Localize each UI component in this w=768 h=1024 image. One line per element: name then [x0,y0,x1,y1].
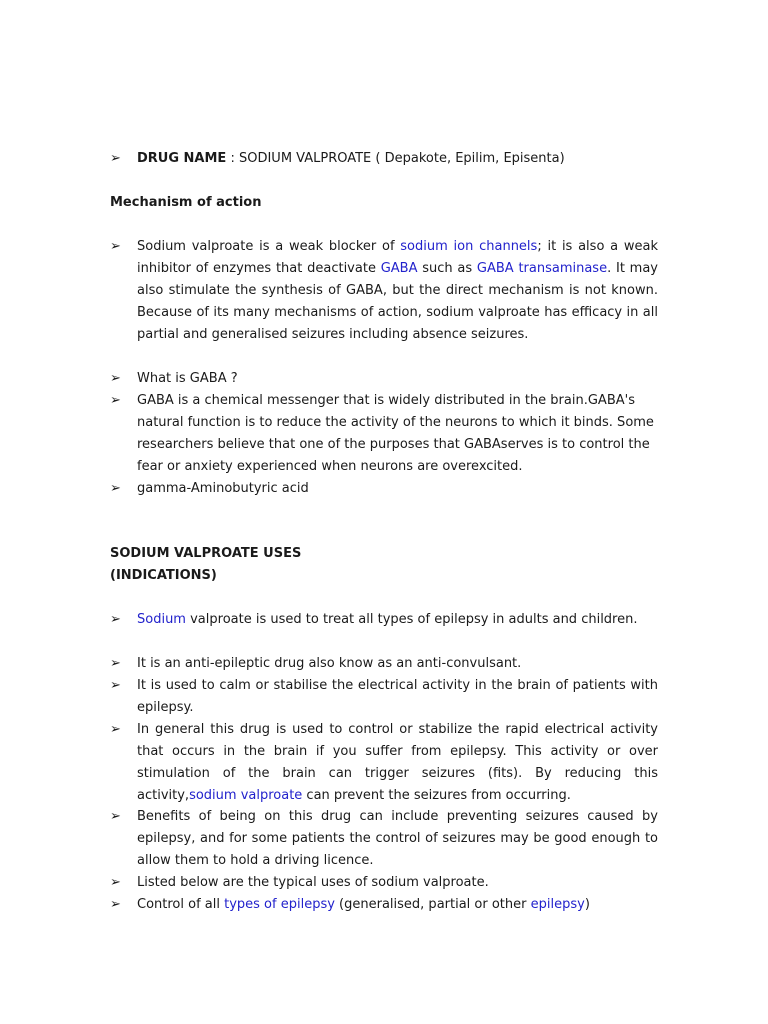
drug-name-label: DRUG NAME [137,151,227,166]
drug-name-value: SODIUM VALPROATE ( Depakote, Epilim, Episenta) [238,151,565,166]
gaba-answer: GABA is a chemical messenger that is widely distributed in the brain.GABA's natural function is to reduce the activity of the neurons to which it binds. Some researchers believe that one of the purposes that GABAserves is to control the fear or anxiety experienced when neurons are overexcited. [137,393,654,474]
gaba-question: What is GABA ? [137,371,238,386]
bullet-icon: ➢ [110,809,121,824]
bullet-icon: ➢ [110,678,121,693]
use-item-5: Benefits of being on this drug can include preventing seizures caused by epilepsy, and for some patients the control of seizures may be good enough to allow them to hold a driving licence. [137,809,658,868]
sodium-ion-channels-link[interactable]: sodium ion channels [400,239,538,254]
mechanism-paragraph [137,236,658,346]
gaba-link[interactable]: GABA [380,261,418,276]
use-item-2: It is an anti-epileptic drug also know as an anti-convulsant. [137,656,522,671]
bullet-icon: ➢ [110,722,121,737]
uses-heading-line1: SODIUM VALPROATE USES [110,546,302,561]
drug-name-separator: : [226,151,239,166]
bullet-icon: ➢ [110,897,121,912]
mechanism-text-3: such as [417,261,477,276]
use-item-7 [137,894,658,916]
use-item-1-text: valproate is used to treat all types of epilepsy in adults and children. [185,612,638,627]
epilepsy-link[interactable]: epilepsy [530,897,585,912]
mechanism-text-1: Sodium valproate is a weak blocker of [137,239,401,254]
mechanism-heading: Mechanism of action [110,195,262,210]
bullet-icon: ➢ [110,656,121,671]
bullet-icon: ➢ [110,481,121,496]
use-item-7-text-2: (generalised, partial or other [334,897,531,912]
use-item-3: It is used to calm or stabilise the electrical activity in the brain of patients with epilepsy. [137,678,658,715]
use-item-1 [137,609,658,631]
bullet-icon: ➢ [110,393,121,408]
drug-name-line [137,148,658,170]
use-item-6: Listed below are the typical uses of sodium valproate. [137,875,489,890]
gaba-transaminase-link[interactable]: GABA transaminase [476,261,608,276]
mechanism-text-4: . It may also stimulate the synthesis of GABA, but the direct mechanism is not known. Because of its many mechanisms of action, sodium valproate has efficacy in all partial and generalised seizures including absence seizures. [137,261,658,342]
gaba-full-name: gamma-Aminobutyric acid [137,481,309,496]
uses-heading-line2: (INDICATIONS) [110,568,217,583]
sodium-link[interactable]: Sodium [137,612,186,627]
bullet-icon: ➢ [110,151,121,166]
types-of-epilepsy-link[interactable]: types of epilepsy [224,897,335,912]
use-item-4-text-1: In general this drug is used to control or stabilize the rapid electrical activity that occurs in the brain if you suffer from epilepsy. This activity or over stimulation of the brain can trigger seizures (fits). By reducing this activity, [137,722,658,803]
sodium-valproate-link[interactable]: sodium valproate [189,788,303,803]
use-item-7-text-1: Control of all [137,897,225,912]
use-item-4-text-2: can prevent the seizures from occurring. [302,788,571,803]
bullet-icon: ➢ [110,371,121,386]
mechanism-text-2: ; it is also a weak inhibitor of enzymes that deactivate [137,239,659,276]
use-item-7-text-3: ) [584,897,590,912]
bullet-icon: ➢ [110,612,121,627]
bullet-icon: ➢ [110,875,121,890]
use-item-4 [137,719,658,807]
bullet-icon: ➢ [110,239,121,254]
